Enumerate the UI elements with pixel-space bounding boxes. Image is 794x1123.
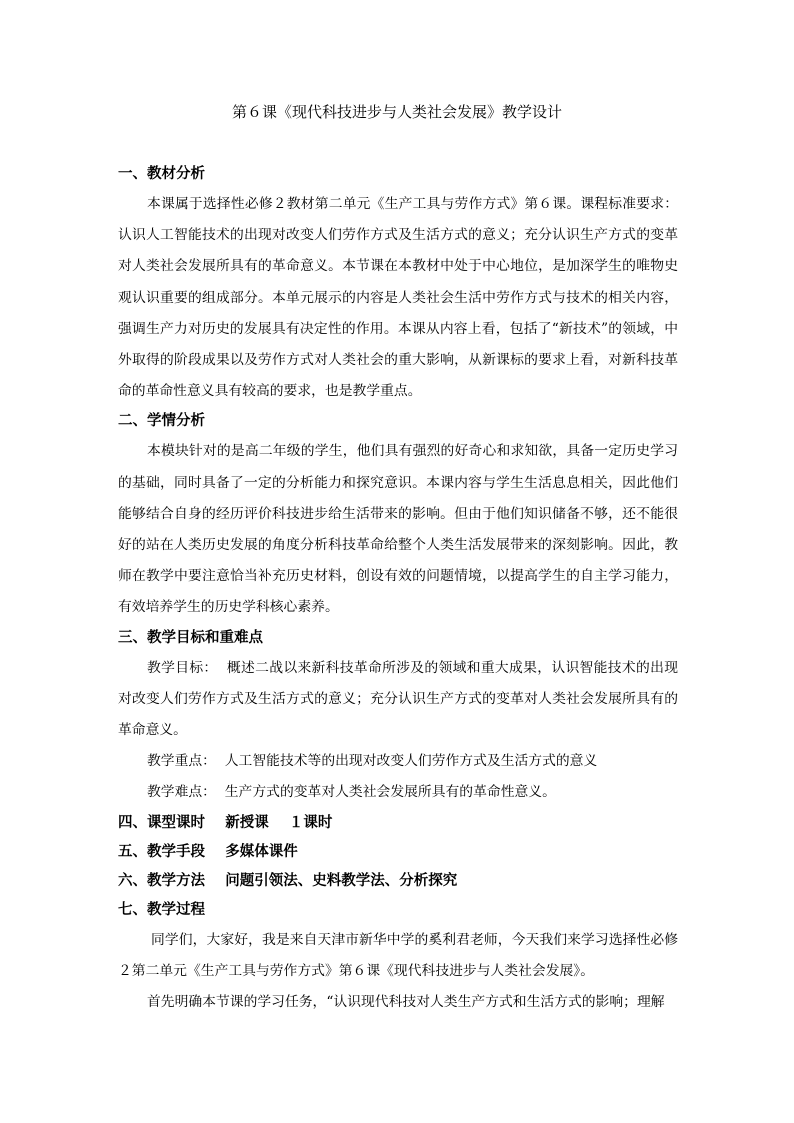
teaching-key-point [118,746,678,777]
teaching-methods-value: 问题引领法、史料教学法、分析探究 [225,872,458,889]
paragraph-teaching-process-intro: 同学们，大家好，我是来自天津市新华中学的奚利君老师，今天我们来学习选择性必修２第二单元《生产工具与劳作方式》第６课《现代科技进步与人类社会发展》。 [118,931,678,979]
section-heading-teaching-material: 一、教材分析 [118,166,205,182]
teaching-difficulty [118,777,678,808]
section-heading-objectives: 三、教学目标和重难点 [118,629,263,646]
document-title: 第６课《现代科技进步与人类社会发展》教学设计 [231,103,562,121]
paragraph-student-analysis: 本模块针对的是高二年级的学生，他们具有强烈的好奇心和求知欲，具备一定历史学习的基础，同时具备了一定的分析能力和探究意识。本课内容与学生生活息息相关，因此他们能够结合自身的经历评价科技进步给生活带来的影响。但由于他们知识储备不够，还不能很好的站在人类历史发展的角度分析科技革命给整个人类生活发展带来的深刻影响。因此，教师在教学中要注意恰当补充历史材料，创设有效的问题情境，以提高学生的自主学习能力，有效培养学生的历史学科核心素养。 [118,443,678,616]
teaching-means-value: 多媒体课件 [225,843,298,860]
goal-text: 概述二战以来新科技革命所涉及的领域和重大成果，认识智能技术的出现对改变人们劳作方式及生活方式的意义；充分认识生产方式的变革对人类社会发展所具有的革命意义。 [118,659,678,739]
section-heading-teaching-process: 七、教学过程 [118,901,205,918]
section-heading-lesson-type: 四、课型课时 新授课 １课时 [118,814,333,831]
key-label: 教学重点： [147,753,216,770]
key-text: 人工智能技术等的出现对改变人们劳作方式及生活方式的意义 [224,753,598,770]
section-heading-teaching-means: 五、教学手段 多媒体课件 [118,843,298,860]
document-body [118,160,678,1018]
goal-label: 教学目标： [147,659,218,676]
paragraph-teaching-goal [118,653,678,747]
paragraph-teaching-process-task: 首先明确本节课的学习任务，“认识现代科技对人类生产方式和生活方式的影响；理解 [147,994,665,1011]
lesson-type-value: 新授课 [225,814,269,831]
section-heading-student-analysis: 二、学情分析 [118,413,205,430]
difficulty-label: 教学难点： [147,784,216,801]
lesson-hours-value: １课时 [288,814,333,831]
paragraph-teaching-material: 本课属于选择性必修２教材第二单元《生产工具与劳作方式》第６课。课程标准要求：认识人工智能技术的出现对改变人们劳作方式及生活方式的意义；充分认识生产方式的变革对人类社会发展所具有的革命意义。本节课在本教材中处于中心地位，是加深学生的唯物史观认识重要的组成部分。本单元展示的内容是人类社会生活中劳作方式与技术的相关内容，强调生产力对历史的发展具有决定性的作用。本课从内容上看，包括了“新技术”的领域，中外取得的阶段成果以及劳作方式对人类社会的重大影响，从新课标的要求上看，对新科技革命的革命性意义具有较高的要求，也是教学重点。 [118,196,678,400]
section-heading-teaching-methods: 六、教学方法 问题引领法、史料教学法、分析探究 [118,872,458,889]
difficulty-text: 生产方式的变革对人类社会发展所具有的革命性意义。 [224,784,556,801]
